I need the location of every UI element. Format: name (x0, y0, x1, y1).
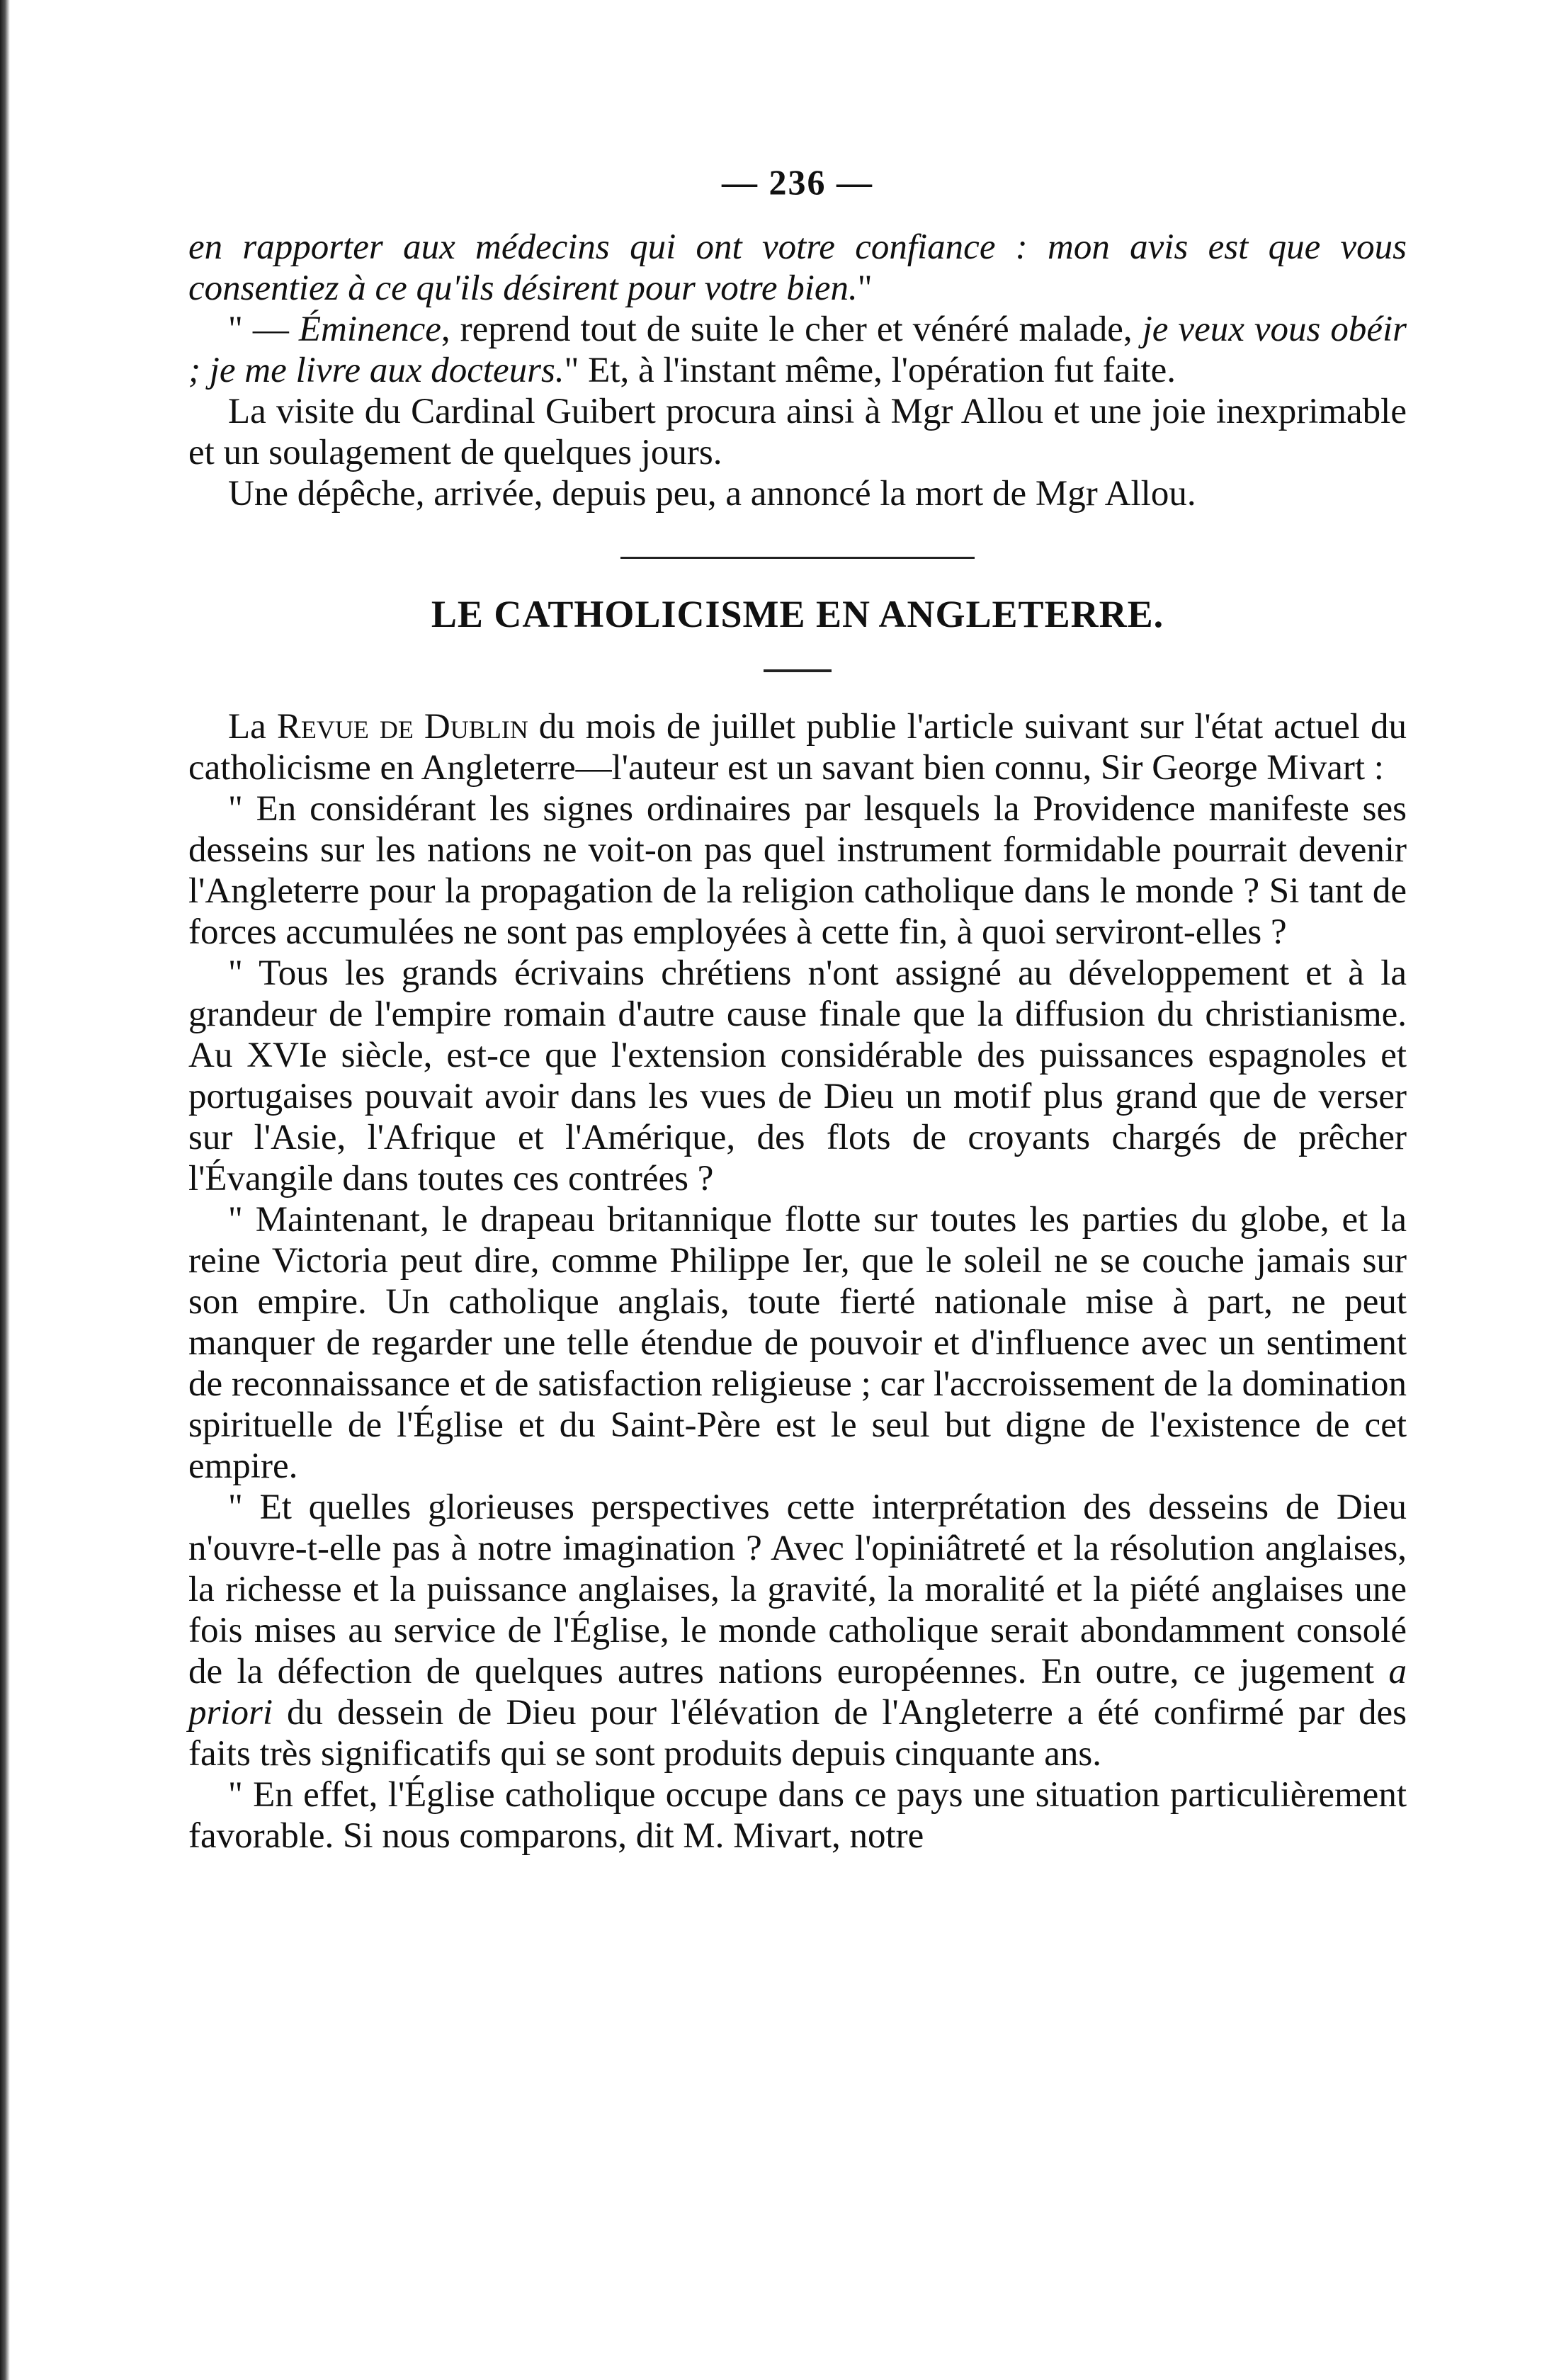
intro-paragraph-1 (188, 227, 1407, 309)
article-lead-paragraph (188, 706, 1407, 788)
article-body (188, 706, 1407, 1857)
page-number-text: — 236 — (722, 162, 873, 202)
article-lead-rest: du mois de juillet publie l'article suivant sur l'état actuel du catholicisme en Angleterre—l'auteur est un savant bien connu, Sir George Mivart : (188, 707, 1407, 788)
article-paragraph-3: " Maintenant, le drapeau britannique flotte sur toutes les parties du globe, et la reine Victoria peut dire, comme Philippe Ier, que le soleil ne se couche jamais sur son empire. Un catholique anglais, toute fierté nationale mise à part, ne peut manquer de regarder une telle étendue de pouvoir et d'influence avec un sentiment de reconnaissance et de satisfaction religieuse ; car l'accroissement de la domination spirituelle de l'Église et du Saint-Père est le seul but digne de l'existence de cet empire. (188, 1200, 1407, 1486)
section-divider-rule (620, 557, 975, 559)
intro-p2-quote: " — (228, 310, 299, 349)
intro-p2-eminence: Éminence (298, 310, 441, 349)
article-paragraph-2: " Tous les grands écrivains chrétiens n'ont assigné au développement et à la grandeur de l'empire romain d'autre cause finale que la diffusion du christianisme. Au XVIe siècle, est-ce que l'extension considérable des puissances espagnoles et portugaises pouvait avoir dans les vues de Dieu un motif plus grand que de verser sur l'Asie, l'Afrique et l'Amérique, des flots de croyants chargés de prêcher l'Évangile dans toutes ces contrées ? (188, 953, 1407, 1198)
article-paragraph-5: " En effet, l'Église catholique occupe dans ce pays une situation particulièrement favorable. Si nous comparons, dit M. Mivart, notre (188, 1775, 1407, 1856)
article-p4-start: " Et quelles glorieuses perspectives cette interprétation des desseins de Dieu n'ouvre-t-elle pas à notre imagination ? Avec l'opiniâtreté et la résolution anglaises, la richesse et la puissance anglaises, la gravité, la moralité et la piété anglaises une fois mises au service de l'Église, le monde catholique serait abondamment consolé de la défection de quelques autres nations européennes. En outre, ce jugement (188, 1488, 1407, 1692)
intro-paragraph-4: Une dépêche, arrivée, depuis peu, a annoncé la mort de Mgr Allou. (228, 474, 1196, 514)
page-number (188, 162, 1407, 203)
article-p4-italic: a priori (188, 1652, 1407, 1733)
book-page (188, 162, 1407, 1857)
intro-paragraph-2 (188, 309, 1407, 391)
article-p4-end: du dessein de Dieu pour l'élévation de l'Angleterre a été confirmé par des faits très significatifs qui se sont produits depuis cinquante ans. (188, 1693, 1407, 1774)
title-short-rule (764, 669, 832, 672)
intro-p1-quote: " (857, 268, 873, 308)
intro-p1-italic: en rapporter aux médecins qui ont votre confiance : mon avis est que vous consentiez à ce qu'ils désirent pour votre bien. (188, 227, 1407, 308)
article-paragraph-4 (188, 1487, 1407, 1774)
article-lead-start: La (228, 707, 277, 747)
intro-text (188, 227, 1407, 514)
intro-p2-middle: , reprend tout de suite le cher et vénéré malade, (441, 310, 1142, 349)
article-paragraph-1: " En considérant les signes ordinaires par lesquels la Providence manifeste ses desseins sur les nations ne voit-on pas quel instrument formidable pourrait devenir l'Angleterre pour la propagation de la religion catholique dans le monde ? Si tant de forces accumulées ne sont pas employées à cette fin, à quoi serviront-elles ? (188, 789, 1407, 952)
article-lead-journal: Revue de Dublin (276, 707, 528, 747)
intro-paragraph-3: La visite du Cardinal Guibert procura ainsi à Mgr Allou et une joie inexprimable et un soulagement de quelques jours. (188, 392, 1407, 472)
intro-p2-italic: je veux vous obéir ; je me livre aux docteurs. (188, 310, 1407, 390)
intro-p2-end: " Et, à l'instant même, l'opération fut faite. (564, 351, 1176, 390)
article-title: LE CATHOLICISME EN ANGLETERRE. (431, 593, 1164, 635)
scan-edge-shadow (0, 0, 10, 2380)
